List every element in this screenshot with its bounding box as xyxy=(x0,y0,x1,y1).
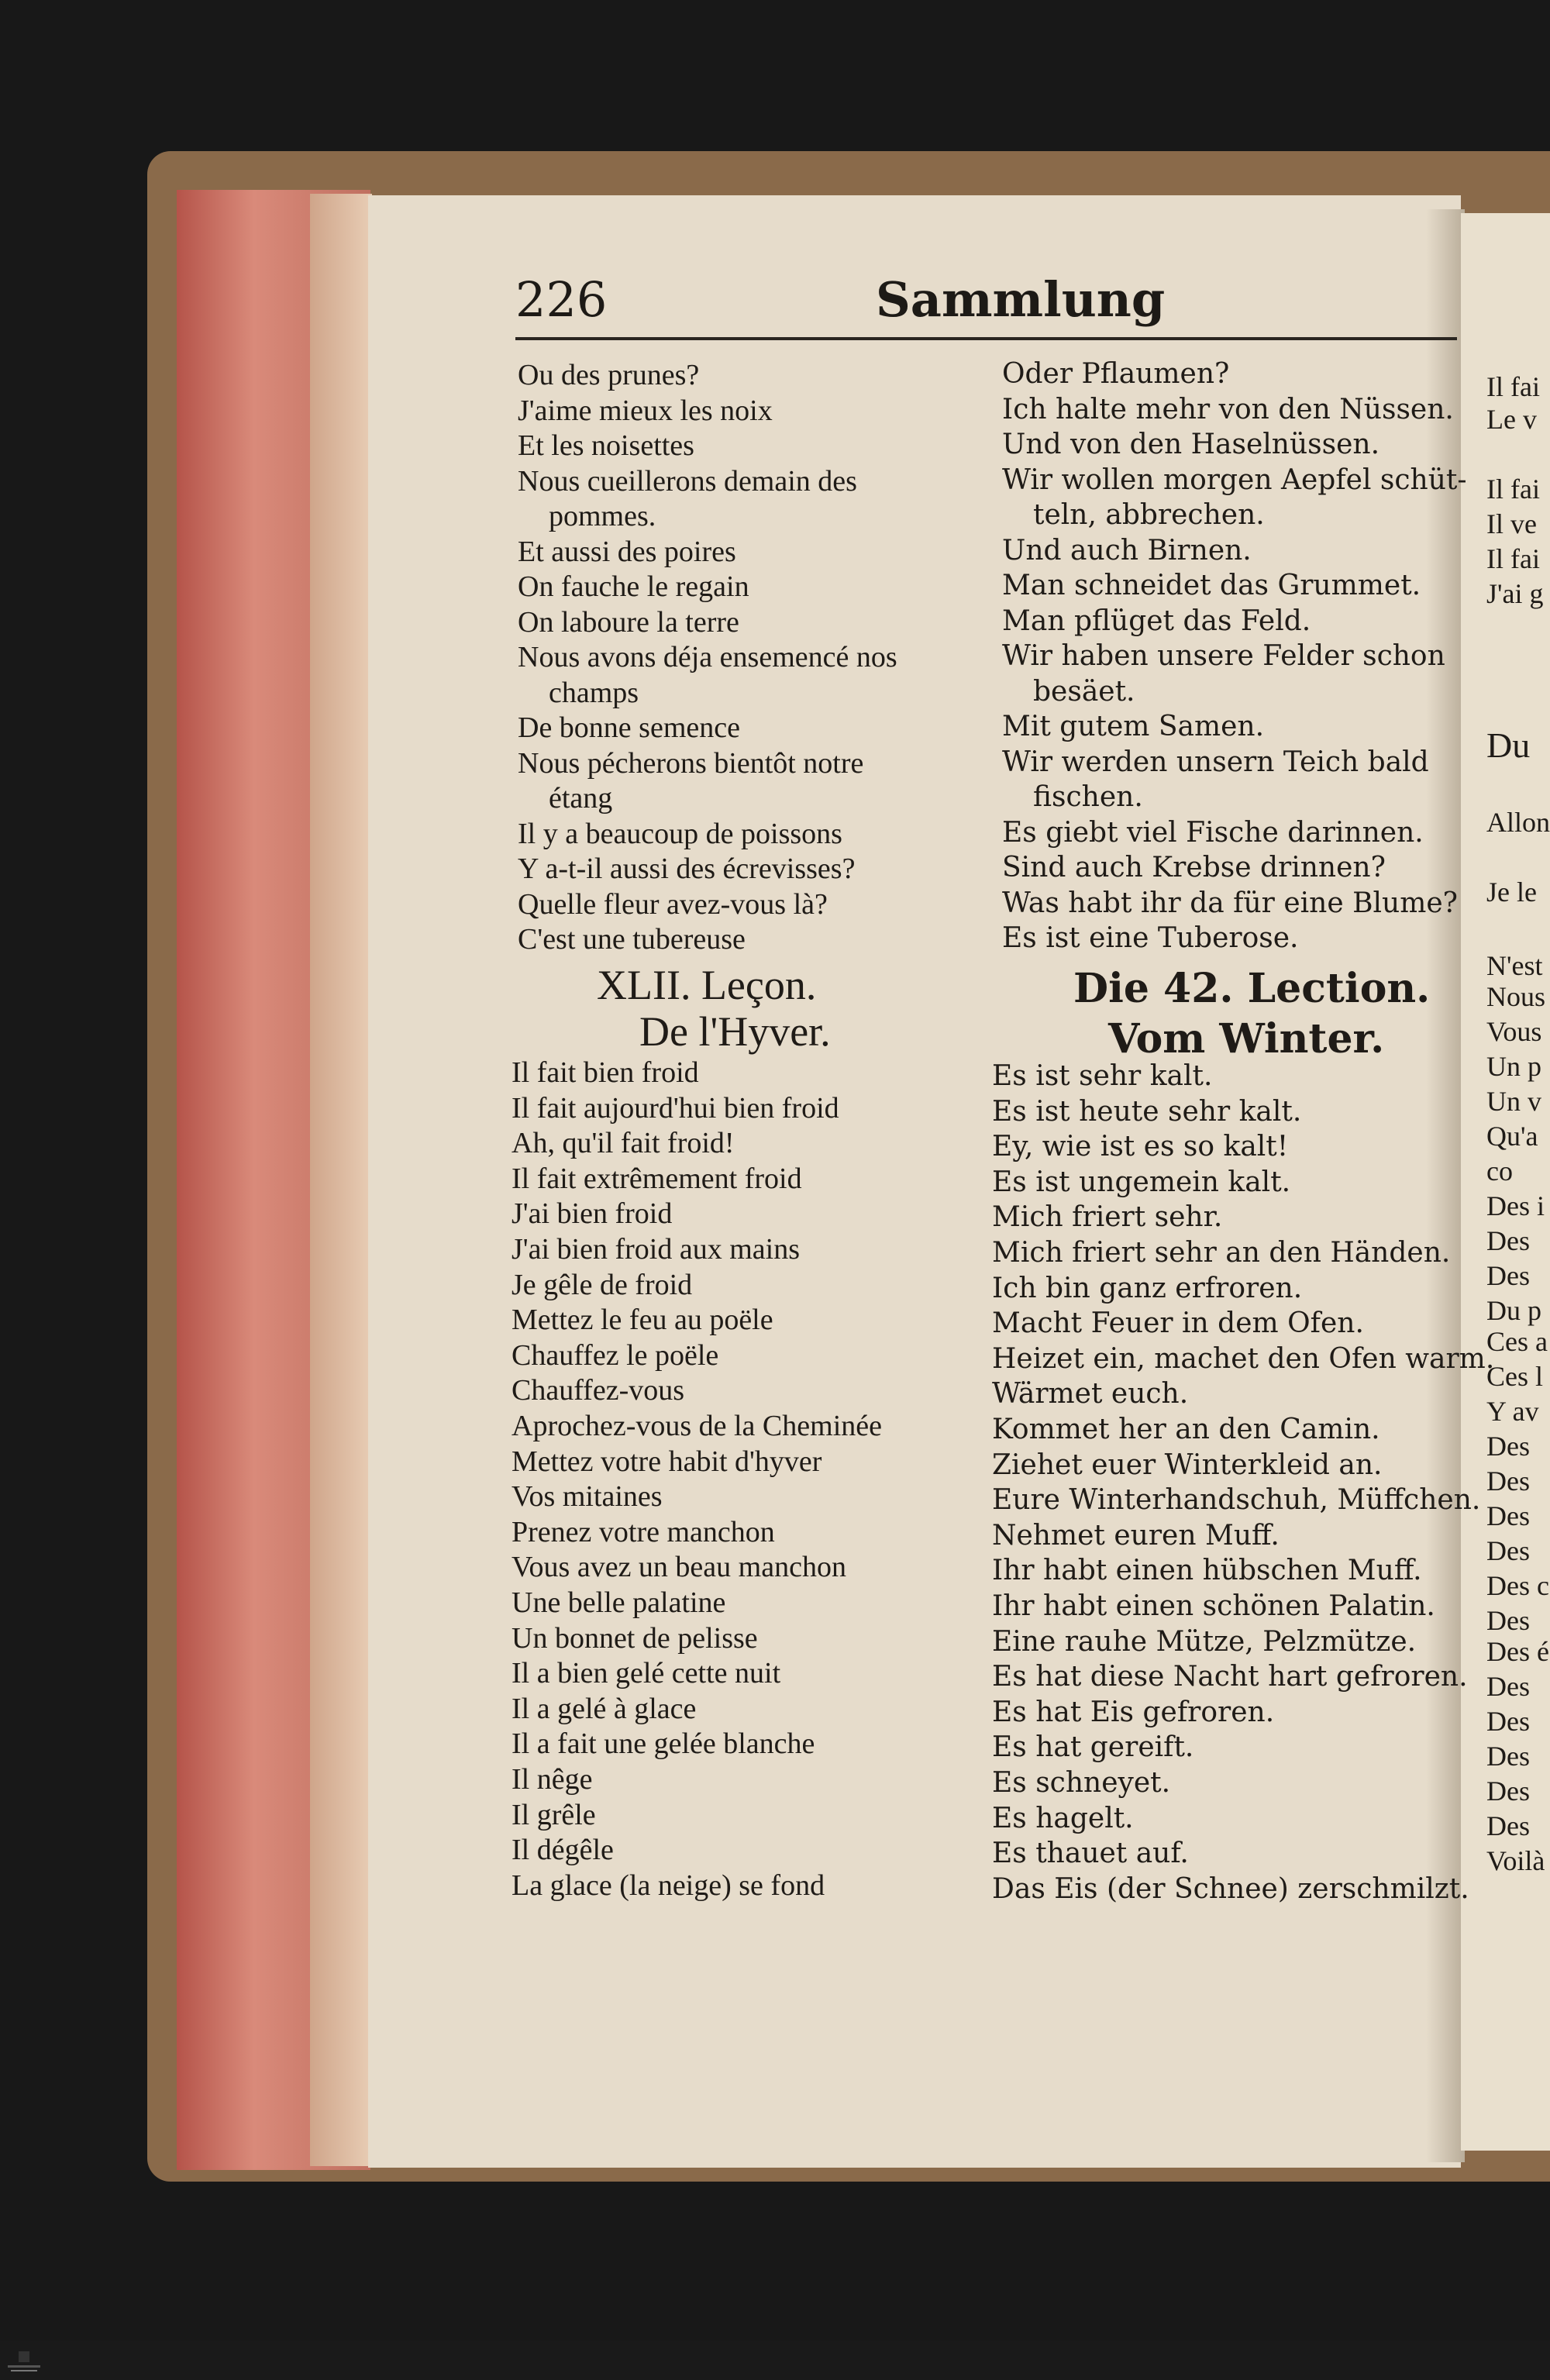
text-line: pommes. xyxy=(549,500,656,532)
header-rule xyxy=(515,337,1457,340)
text-line: Il dégêle xyxy=(512,1834,614,1867)
gutter xyxy=(1426,209,1465,2162)
text-line: Es giebt viel Fische darinnen. xyxy=(1002,816,1424,849)
text-line: Wir haben unsere Felder schon xyxy=(1002,640,1445,672)
text-line: On fauche le regain xyxy=(518,570,749,603)
fragment-line: Allon xyxy=(1486,807,1550,838)
fragment-line: Des xyxy=(1486,1500,1530,1531)
text-line: fischen. xyxy=(1033,781,1143,813)
text-line: Eure Winterhandschuh, Müffchen. xyxy=(992,1484,1481,1517)
text-line: Oder Pflaumen? xyxy=(1002,358,1230,390)
text-line: Es ist sehr kalt. xyxy=(992,1060,1213,1092)
text-line: Und auch Birnen. xyxy=(1002,534,1252,567)
fragment-line: Du xyxy=(1486,725,1531,765)
text-line: Nous avons déja ensemencé nos xyxy=(518,641,897,673)
text-line: Es thauet auf. xyxy=(992,1838,1189,1870)
text-line: Macht Feuer in dem Ofen. xyxy=(992,1307,1364,1340)
fragment-line: Des xyxy=(1486,1431,1530,1462)
fragment-line: Des i xyxy=(1486,1190,1545,1221)
text-line: étang xyxy=(549,782,613,815)
text-line: Es hat Eis gefroren. xyxy=(992,1696,1275,1728)
text-line: Mich friert sehr an den Händen. xyxy=(992,1237,1451,1269)
text-line: Vos mitaines xyxy=(512,1480,663,1514)
text-line: Il grêle xyxy=(512,1798,596,1831)
text-line: Man pflüget das Feld. xyxy=(1002,604,1311,637)
text-line: Ah, qu'il fait froid! xyxy=(512,1127,735,1160)
text-line: Es ist heute sehr kalt. xyxy=(992,1095,1302,1128)
text-line: C'est une tubereuse xyxy=(518,923,746,956)
fragment-line: Y av xyxy=(1486,1396,1539,1427)
text-line: Vous avez un beau manchon xyxy=(512,1551,846,1584)
fragment-line: Des xyxy=(1486,1810,1530,1841)
fragment-line: N'est xyxy=(1486,950,1543,981)
fragment-line: Il fai xyxy=(1486,474,1540,505)
text-line: Und von den Haselnüssen. xyxy=(1002,429,1380,460)
text-line: Es schneyet. xyxy=(992,1767,1171,1799)
fragment-line: Il fai xyxy=(1486,543,1540,574)
text-line: Il a gelé à glace xyxy=(512,1692,697,1725)
text-line: Il y a beaucoup de poissons xyxy=(518,817,842,850)
text-line: Es ist eine Tuberose. xyxy=(1002,922,1299,954)
fragment-line: Ces l xyxy=(1486,1361,1544,1392)
text-line: Ziehet euer Winterkleid an. xyxy=(992,1448,1383,1481)
fragment-line: Des xyxy=(1486,1706,1530,1737)
lesson-number-de: Die 42. Lection. xyxy=(1073,965,1431,1012)
fragment-line: Des é xyxy=(1486,1636,1549,1667)
fragment-line: J'ai g xyxy=(1486,578,1544,609)
text-line: Et les noisettes xyxy=(518,429,694,462)
running-title: Sammlung xyxy=(876,271,1166,328)
text-line: Eine rauhe Mütze, Pelzmütze. xyxy=(992,1625,1417,1658)
fragment-line: Ces a xyxy=(1486,1326,1548,1357)
text-line: Ou des prunes? xyxy=(518,359,700,391)
text-line: Il fait aujourd'hui bien froid xyxy=(512,1091,839,1125)
text-line: Ich halte mehr von den Nüssen. xyxy=(1002,393,1454,425)
fragment-line: Des xyxy=(1486,1466,1530,1497)
fragment-line: Des xyxy=(1486,1260,1530,1291)
fragment-line: Vous xyxy=(1486,1016,1542,1047)
lesson-title-fr: De l'Hyver. xyxy=(639,1008,831,1055)
text-line: Wir wollen morgen Aepfel schüt- xyxy=(1002,463,1467,496)
page-number: 226 xyxy=(515,271,608,328)
fragment-line: Du p xyxy=(1486,1295,1541,1326)
text-line: Heizet ein, machet den Ofen warm. xyxy=(992,1342,1495,1375)
text-line: Es ist ungemein kalt. xyxy=(992,1166,1291,1198)
text-line: Une belle palatine xyxy=(512,1586,726,1619)
text-line: Wärmet euch. xyxy=(992,1378,1189,1410)
fragment-line: Un p xyxy=(1486,1051,1541,1082)
text-line: Un bonnet de pelisse xyxy=(512,1621,758,1655)
text-line: Es hagelt. xyxy=(992,1802,1134,1834)
text-line: Mit gutem Samen. xyxy=(1002,711,1265,742)
text-line: champs xyxy=(549,676,639,709)
text-line: Kommet her an den Camin. xyxy=(992,1414,1380,1445)
text-line: J'ai bien froid xyxy=(512,1197,673,1231)
text-line: Il fait extrêmement froid xyxy=(512,1162,802,1195)
fragment-line: Des xyxy=(1486,1776,1530,1807)
fragment-line: Des xyxy=(1486,1225,1530,1256)
text-line: J'aime mieux les noix xyxy=(518,394,773,427)
text-line: Mettez votre habit d'hyver xyxy=(512,1445,822,1478)
text-line: Sind auch Krebse drinnen? xyxy=(1002,852,1386,883)
text-line: Man schneidet das Grummet. xyxy=(1002,570,1421,601)
text-line: Il fait bien froid xyxy=(512,1056,699,1089)
text-line: Was habt ihr da für eine Blume? xyxy=(1002,887,1458,919)
fragment-line: Des xyxy=(1486,1535,1530,1566)
fragment-line: Des xyxy=(1486,1605,1530,1636)
fragment-line: Des xyxy=(1486,1671,1530,1702)
text-line: Il nêge xyxy=(512,1763,593,1796)
text-line: Nehmet euren Muff. xyxy=(992,1519,1280,1552)
fragment-line: Un v xyxy=(1486,1086,1541,1117)
text-line: Es hat gereift. xyxy=(992,1731,1194,1764)
fragment-line: Voilà xyxy=(1486,1845,1545,1876)
fragment-line: Qu'a xyxy=(1486,1121,1538,1152)
text-line: Ihr habt einen schönen Palatin. xyxy=(992,1590,1435,1622)
lesson-number-fr: XLII. Leçon. xyxy=(597,962,817,1008)
fragment-line: Des xyxy=(1486,1741,1530,1772)
text-line: Ihr habt einen hübschen Muff. xyxy=(992,1555,1422,1587)
text-line: Mettez le feu au poële xyxy=(512,1304,773,1337)
lesson-title-de: Vom Winter. xyxy=(1108,1015,1385,1063)
text-line: Nous cueillerons demain des xyxy=(518,464,857,498)
text-line: besäet. xyxy=(1033,675,1135,708)
text-line: Je gêle de froid xyxy=(512,1268,693,1301)
fragment-line: Je le xyxy=(1486,877,1537,908)
text-line: Ich bin ganz erfroren. xyxy=(992,1272,1303,1304)
text-line: teln, abbrechen. xyxy=(1033,499,1265,531)
text-line: Chauffez le poële xyxy=(512,1338,719,1372)
text-line: On laboure la terre xyxy=(518,605,739,639)
text-line: Il a fait une gelée blanche xyxy=(512,1727,815,1761)
text-line: Ey, wie ist es so kalt! xyxy=(992,1131,1289,1163)
text-line: Et aussi des poires xyxy=(518,535,736,568)
fragment-line: Il ve xyxy=(1486,508,1537,539)
text-line: De bonne semence xyxy=(518,711,740,744)
text-line: Wir werden unsern Teich bald xyxy=(1002,746,1429,778)
text-line: La glace (la neige) se fond xyxy=(512,1869,825,1902)
fragment-line: Il fai xyxy=(1486,371,1540,402)
text-line: Il a bien gelé cette nuit xyxy=(512,1657,781,1690)
fragment-line: Nous xyxy=(1486,981,1546,1012)
text-line: Quelle fleur avez-vous là? xyxy=(518,887,828,921)
library-logo-icon xyxy=(5,2348,43,2376)
fragment-line: Le v xyxy=(1486,404,1537,435)
text-line: Nous pécherons bientôt notre xyxy=(518,746,864,780)
text-line: Es hat diese Nacht hart gefroren. xyxy=(992,1661,1468,1693)
page-edges-light xyxy=(310,194,372,2166)
text-line: Prenez votre manchon xyxy=(512,1515,775,1548)
text-line: Chauffez-vous xyxy=(512,1374,685,1407)
fragment-line: Des c xyxy=(1486,1570,1549,1601)
text-line: Aprochez-vous de la Cheminée xyxy=(512,1410,882,1442)
text-line: Mich friert sehr. xyxy=(992,1201,1223,1234)
fragment-line: co xyxy=(1486,1156,1513,1187)
text-line: J'ai bien froid aux mains xyxy=(512,1233,800,1266)
text-line: Das Eis (der Schnee) zerschmilzt. xyxy=(992,1872,1469,1905)
text-line: Y a-t-il aussi des écrevisses? xyxy=(518,852,856,885)
